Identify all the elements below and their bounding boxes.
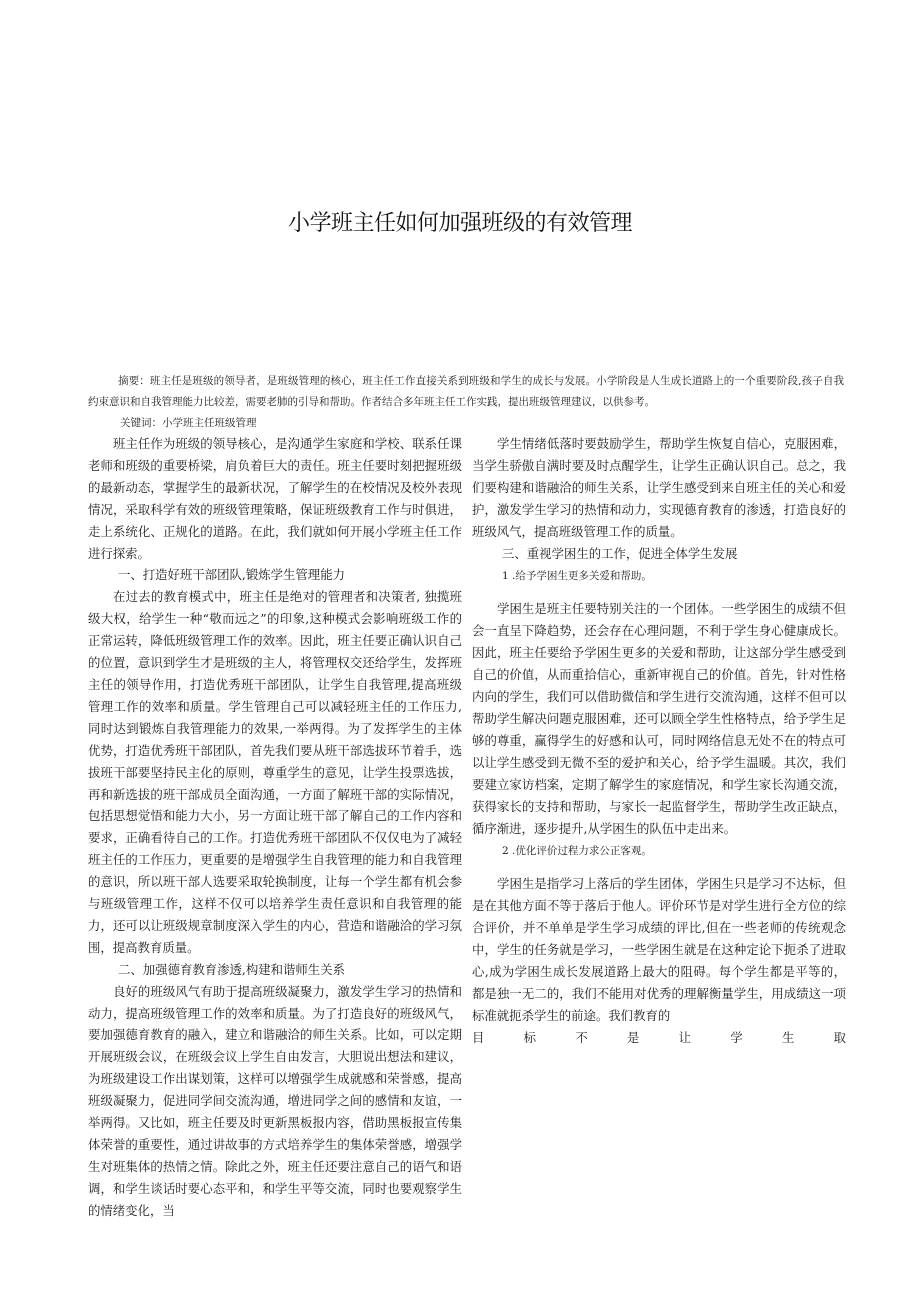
section-heading-3: 三、重视学困生的工作，促进全体学生发展 bbox=[502, 545, 738, 561]
subsection-3-2-paragraph: 学困生是指学习上落后的学生团体，学困生只是学习不达标，但是在其他方面不等于落后于他人。评价环节是对学生进行全方位的综合评价，并不单单是学生学习成绩的评比,但在一些老师的传统观念中，学生的任务就是学习，一些学困生就是在这种定论下扼杀了进取心,成为学困生成长发展道路上最大的阻碍。每个学生都是平等的，都是独一无二的，我们不能用对优秀的理解衡量学生，用成绩这一项标准就扼杀学生的前途。我们教育的 bbox=[472, 876, 846, 1023]
intro-paragraph: 班主任作为班级的领导核心，是沟通学生家庭和学校、联系任课老师和班级的重要桥梁，肩负着巨大的责任。班主任要时刻把握班级的最新动态，掌握学生的最新状况，了解学生的在校情况及校外表现情况，采取科学有效的班级管理策略，保证班级教育工作与时俱进，走上系统化、正规化的道路。在此，我们就如何开展小学班主任工作进行探索。 bbox=[88, 436, 462, 561]
subsection-3-1-paragraph: 学困生是班主任要特别关注的一个团体。一些学困生的成绩不但会一直呈下降趋势，还会存在心理问题，不利于学生身心健康成长。因此，班主任要给予学困生更多的关爱和帮助，让这部分学生感受到自己的价值，从而重拾信心，重新审视自己的价值。首先，针对性格内向的学生，我们可以借助微信和学生进行交流沟通，这样不但可以帮助学生解决问题克服困难，还可以顾全学生性格特点，给予学生足够的尊重，赢得学生的好感和认可，同时网络信息无处不在的特点可以让学生感受到无微不至的爱护和关心，给予学生温暖。其次，我们要建立家访档案，定期了解学生的家庭情况，和学生家长沟通交流，获得家长的支持和帮助，与家长一起监督学生，帮助学生改正缺点，循序渐进，逐步提升,从学困生的队伍中走出来。 bbox=[472, 601, 846, 836]
section-1-paragraph: 在过去的教育模式中，班主任是绝对的管理者和决策者, 独揽班级大权，给学生一种“敬而远之”的印象,这种模式会影响班级工作的正常运转，降低班级管理工作的效率。因此，班主任要正确认识自己的位置，意识到学生才是班级的主人，将管理权交还给学生，发挥班主任的领导作用，打造优秀班干部团队，让学生自我管理,提高班级管理工作的效率和质量。学生管理自己可以减轻班主任的工作压力,同时达到锻炼自我管理能力的效果,一举两得。为了发挥学生的主体优势，打造优秀班干部团队，首先我们要从班干部选拔环节着手，选拔班干部要坚持民主化的原则，尊重学生的意见，让学生投票选拔，再和新选拔的班干部成员全面沟通，一方面了解班干部的实际情况，包括思想觉悟和能力大小，另一方面让班干部了解自己的工作内容和要求，正确看待自己的工作。打造优秀班干部团队不仅仅电为了减轻班主任的工作压力，更重要的是增强学生自我管理的能力和自我管理的意识，所以班干部人选要采取轮换制度，让每一个学生都有机会参与班级管理工作，这样不仅可以培养学生责任意识和自我管理的能力，还可以让班级规章制度深入学生的内心，营造和谐融洽的学习氛围，提高教育质量。 bbox=[88, 589, 462, 955]
section-2-paragraph: 良好的班级风气有助于提高班级凝聚力，激发学生学习的热情和动力，提高班级管理工作的效率和质量。为了打造良好的班级风气，要加强德育教育的融入，建立和谐融洽的师生关系。比如，可以定期开展班级会议，在班级会议上学生自由发言，大胆说出想法和建议，为班级建设工作出谋划策，这样可以增强学生成就感和荣誉感，提高班级凝聚力，促进同学间交流沟通，增进同学之间的感情和友谊，一举两得。又比如，班主任要及时更新黑板报内容，借助黑板报宣传集体荣誉的重要性，通过讲故事的方式培养学生的集体荣誉感，增强学生对班集体的热情之情。除此之外，班主任还要注意自己的语气和语调，和学生谈话时要心态平和，和学生平等交流，同时也要观察学生的情绪变化，当 bbox=[88, 983, 462, 1218]
subheading-3-1: 1 .给予学困生更多关爱和帮助。 bbox=[502, 570, 652, 583]
document-title: 小学班主任如何加强班级的有效管理 bbox=[287, 211, 632, 236]
trailing-justified-line: 目标不是让学生取 bbox=[472, 1029, 846, 1045]
abstract: 摘要：班主任是班级的领导者，是班级管理的核心，班主任工作直接关系到班级和学生的成长与发展。小学阶段是人生成长道路上的一个重要阶段,孩子自我约束意识和自我管理能力比较差，需要老肺的引导和帮助。作者结合多年班主任工作实践，提出班级管理建议，以供参考。 bbox=[88, 375, 844, 408]
subheading-3-2: 2 .优化评价过程力求公正客观。 bbox=[502, 845, 652, 858]
section-2-continued-paragraph: 学生情绪低落时要鼓励学生，帮助学生恢复自信心，克服困难，当学生骄傲自满时要及时点醒学生，让学生正确认识自己。总之，我们要构建和谐融洽的师生关系，让学生感受到来自班主任的关心和爱护，激发学生学习的热情和动力，实现德育教育的渗透，打造良好的班级风气，提高班级管理工作的质量。 bbox=[472, 436, 846, 539]
left-column bbox=[88, 433, 462, 1222]
section-heading-1: 一、打造好班干部团队,锻炼学生管理能力 bbox=[118, 567, 345, 583]
section-heading-2: 二、加强德育教育渗透,构建和谐师生关系 bbox=[118, 961, 345, 977]
keywords: 关键词：小学班主任班级管理 bbox=[120, 417, 257, 429]
right-column bbox=[472, 433, 846, 1049]
